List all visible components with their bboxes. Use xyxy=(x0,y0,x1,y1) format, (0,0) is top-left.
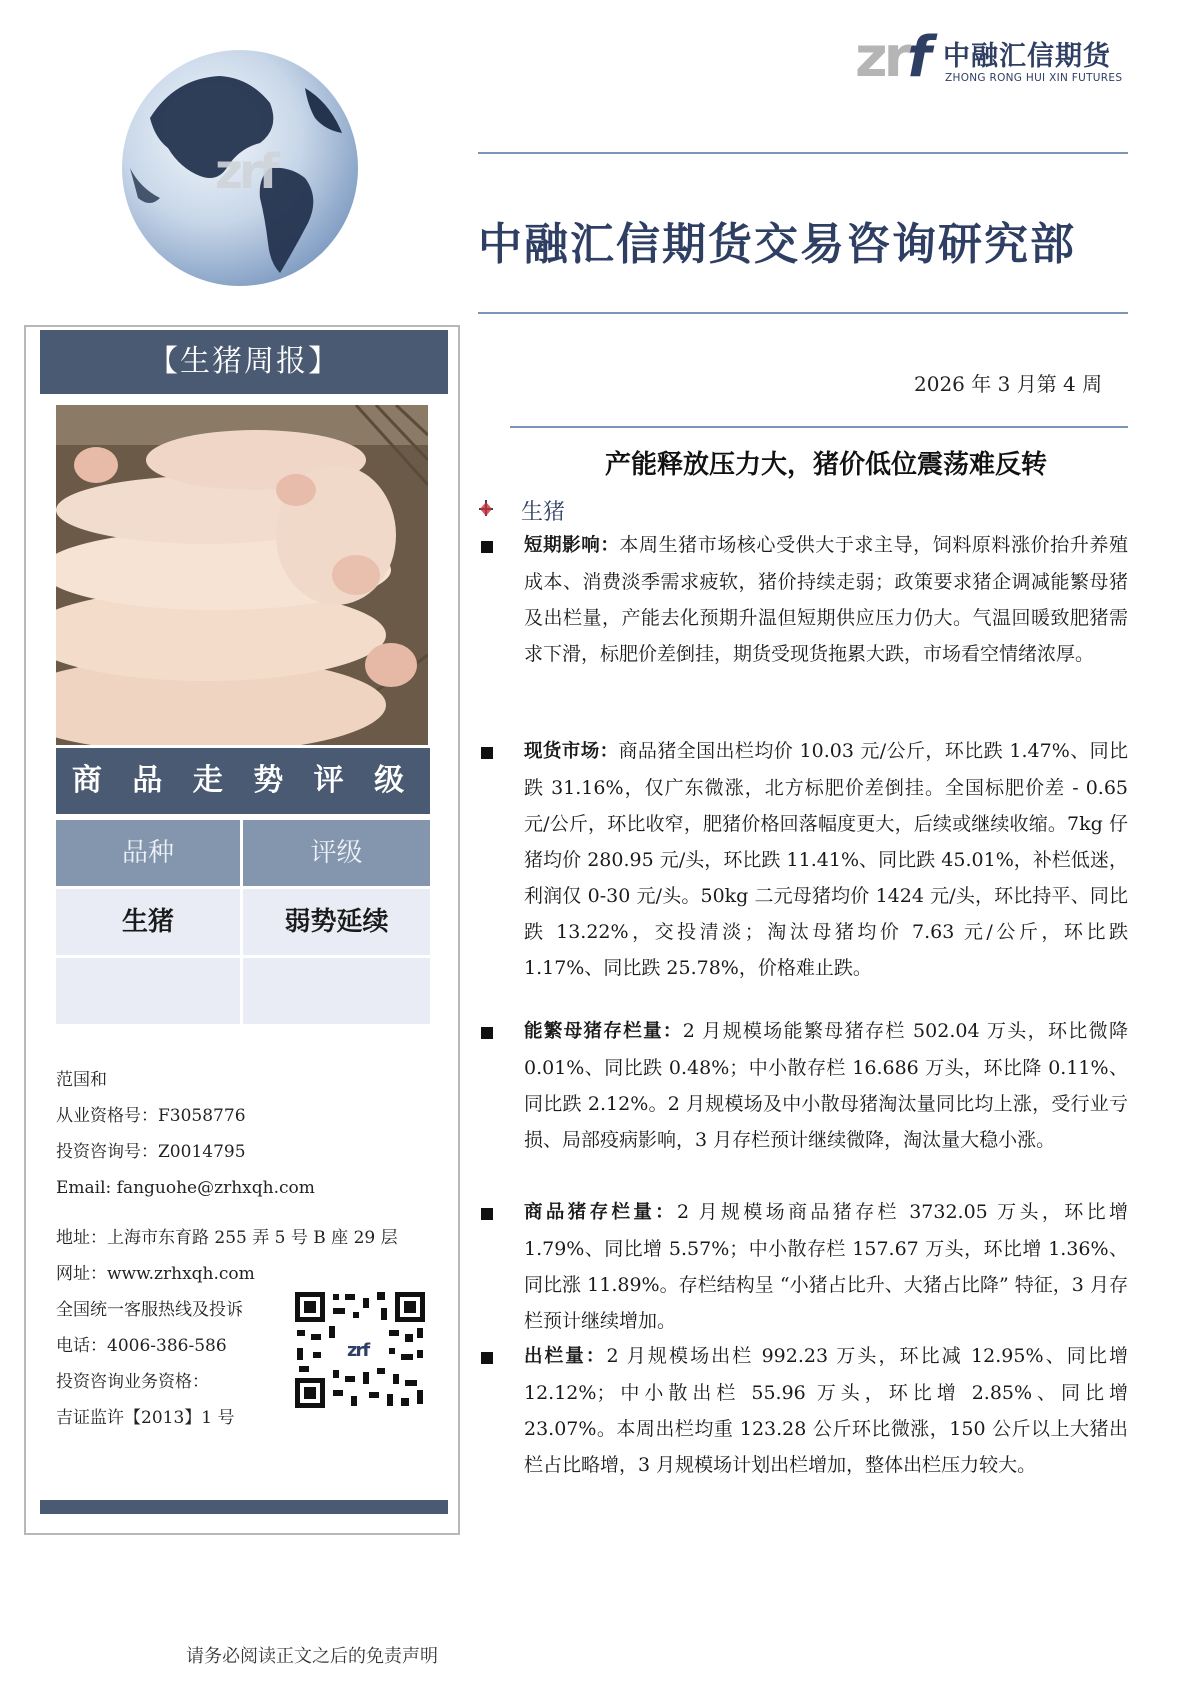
company-address: 地址：上海市东育路 255 弄 5 号 B 座 29 层 xyxy=(56,1228,398,1248)
report-headline: 产能释放压力大，猪价低位震荡难反转 xyxy=(605,450,1048,480)
globe-logo xyxy=(120,48,360,288)
qr-logo: zrf xyxy=(347,1340,369,1361)
bullet-icon xyxy=(481,1208,493,1220)
paragraph-sow-inventory: 能繁母猪存栏量：2 月规模场能繁母猪存栏 502.04 万头，环比微降 0.01%、同比跌 0.48%；中小散存栏 16.686 万头，环比降 0.11%、同比跌 2.12%。2 月规模场及中小散母猪淘汰量同比均上涨，受行业亏损、局部疫病影响，3 月存栏预计继续微降，淘汰量大稳小涨。 xyxy=(524,1020,1128,1151)
bullet-icon xyxy=(481,1027,493,1039)
brand-name-en: ZHONG RONG HUI XIN FUTURES xyxy=(945,72,1123,84)
hotline-phone: 电话：4006-386-586 xyxy=(56,1336,227,1356)
qr-code xyxy=(293,1290,427,1410)
company-website: 网址：www.zrhxqh.com xyxy=(56,1264,255,1284)
consult-number: 投资咨询号：Z0014795 xyxy=(56,1142,246,1162)
analyst-email: Email: fanguohe@zrhxqh.com xyxy=(56,1178,315,1198)
rating-cell-variety: 生猪 xyxy=(56,889,240,955)
report-type-title: 【生猪周报】 xyxy=(40,330,448,394)
report-date: 2026 年 3 月第 4 周 xyxy=(914,372,1103,396)
brand-name-cn: 中融汇信期货 xyxy=(943,41,1111,72)
brand-mark: zrf xyxy=(855,25,928,90)
paragraph-hog-inventory: 商品猪存栏量：2 月规模场商品猪存栏 3732.05 万头，环比增 1.79%、同比增 5.57%；中小散存栏 157.67 万头，环比增 1.36%、同比涨 11.89%。存栏结构呈 “小猪占比升、大猪占比降” 特征，3 月存栏预计继续增加。 xyxy=(524,1201,1128,1332)
section-marker-icon xyxy=(478,498,498,518)
rating-header-grade: 评级 xyxy=(243,820,430,886)
bullet-icon xyxy=(481,1352,493,1364)
license-number: 从业资格号：F3058776 xyxy=(56,1106,246,1126)
qualification-number: 吉证监许【2013】1 号 xyxy=(56,1408,235,1428)
divider xyxy=(510,426,1128,428)
department-title: 中融汇信期货交易咨询研究部 xyxy=(478,219,1076,270)
hotline-label: 全国统一客服热线及投诉 xyxy=(56,1300,243,1320)
bullet-icon xyxy=(481,747,493,759)
paragraph-short-term: 短期影响：本周生猪市场核心受供大于求主导，饲料原料涨价抬升养殖成本、消费淡季需求疲软，猪价持续走弱；政策要求猪企调减能繁母猪及出栏量，产能去化预期升温但短期供应压力仍大。气温回暖致肥猪需求下滑，标肥价差倒挂，期货受现货拖累大跌，市场看空情绪浓厚。 xyxy=(524,534,1128,665)
brand-logo xyxy=(855,25,1125,90)
rating-cell-grade: 弱势延续 xyxy=(243,889,430,955)
globe-logo-text: zrf xyxy=(215,144,276,200)
divider xyxy=(478,152,1128,154)
panel-footer-bar xyxy=(40,1500,448,1514)
rating-header-variety: 品种 xyxy=(56,820,240,886)
qualification-label: 投资咨询业务资格： xyxy=(56,1372,209,1392)
disclaimer-note: 请务必阅读正文之后的免责声明 xyxy=(186,1646,438,1667)
paragraph-spot-market: 现货市场：商品猪全国出栏均价 10.03 元/公斤，环比跌 1.47%、同比跌 31.16%，仅广东微涨，北方标肥价差倒挂。全国标肥价差 - 0.65 元/公斤，环比收窄，肥猪价格回落幅度更大，后续或继续收缩。7kg 仔猪均价 280.95 元/头，环比跌 11.41%、同比跌 45.01%，补栏低迷，利润仅 0-30 元/头。50kg 二元母猪均价 1424 元/头，环比持平、同比跌 13.22%，交投清淡；淘汰母猪均价 7.63 元/公斤，环比跌 1.17%、同比跌 25.78%，价格难止跌。 xyxy=(524,740,1128,979)
rating-cell-empty xyxy=(243,958,430,1024)
analyst-name: 范国和 xyxy=(56,1070,107,1090)
divider xyxy=(478,312,1128,314)
section-title: 生猪 xyxy=(521,500,566,525)
paragraph-slaughter: 出栏量：2 月规模场出栏 992.23 万头，环比减 12.95%、同比增 12.12%；中小散出栏 55.96 万头，环比增 2.85%、同比增 23.07%。本周出栏均重 123.28 公斤环比微涨，150 公斤以上大猪出栏占比略增，3 月规模场计划出栏增加，整体出栏压力较大。 xyxy=(524,1345,1128,1476)
pig-photo xyxy=(56,405,428,745)
bullet-icon xyxy=(481,541,493,553)
rating-table-title: 商 品 走 势 评 级 xyxy=(56,748,430,814)
rating-cell-empty xyxy=(56,958,240,1024)
